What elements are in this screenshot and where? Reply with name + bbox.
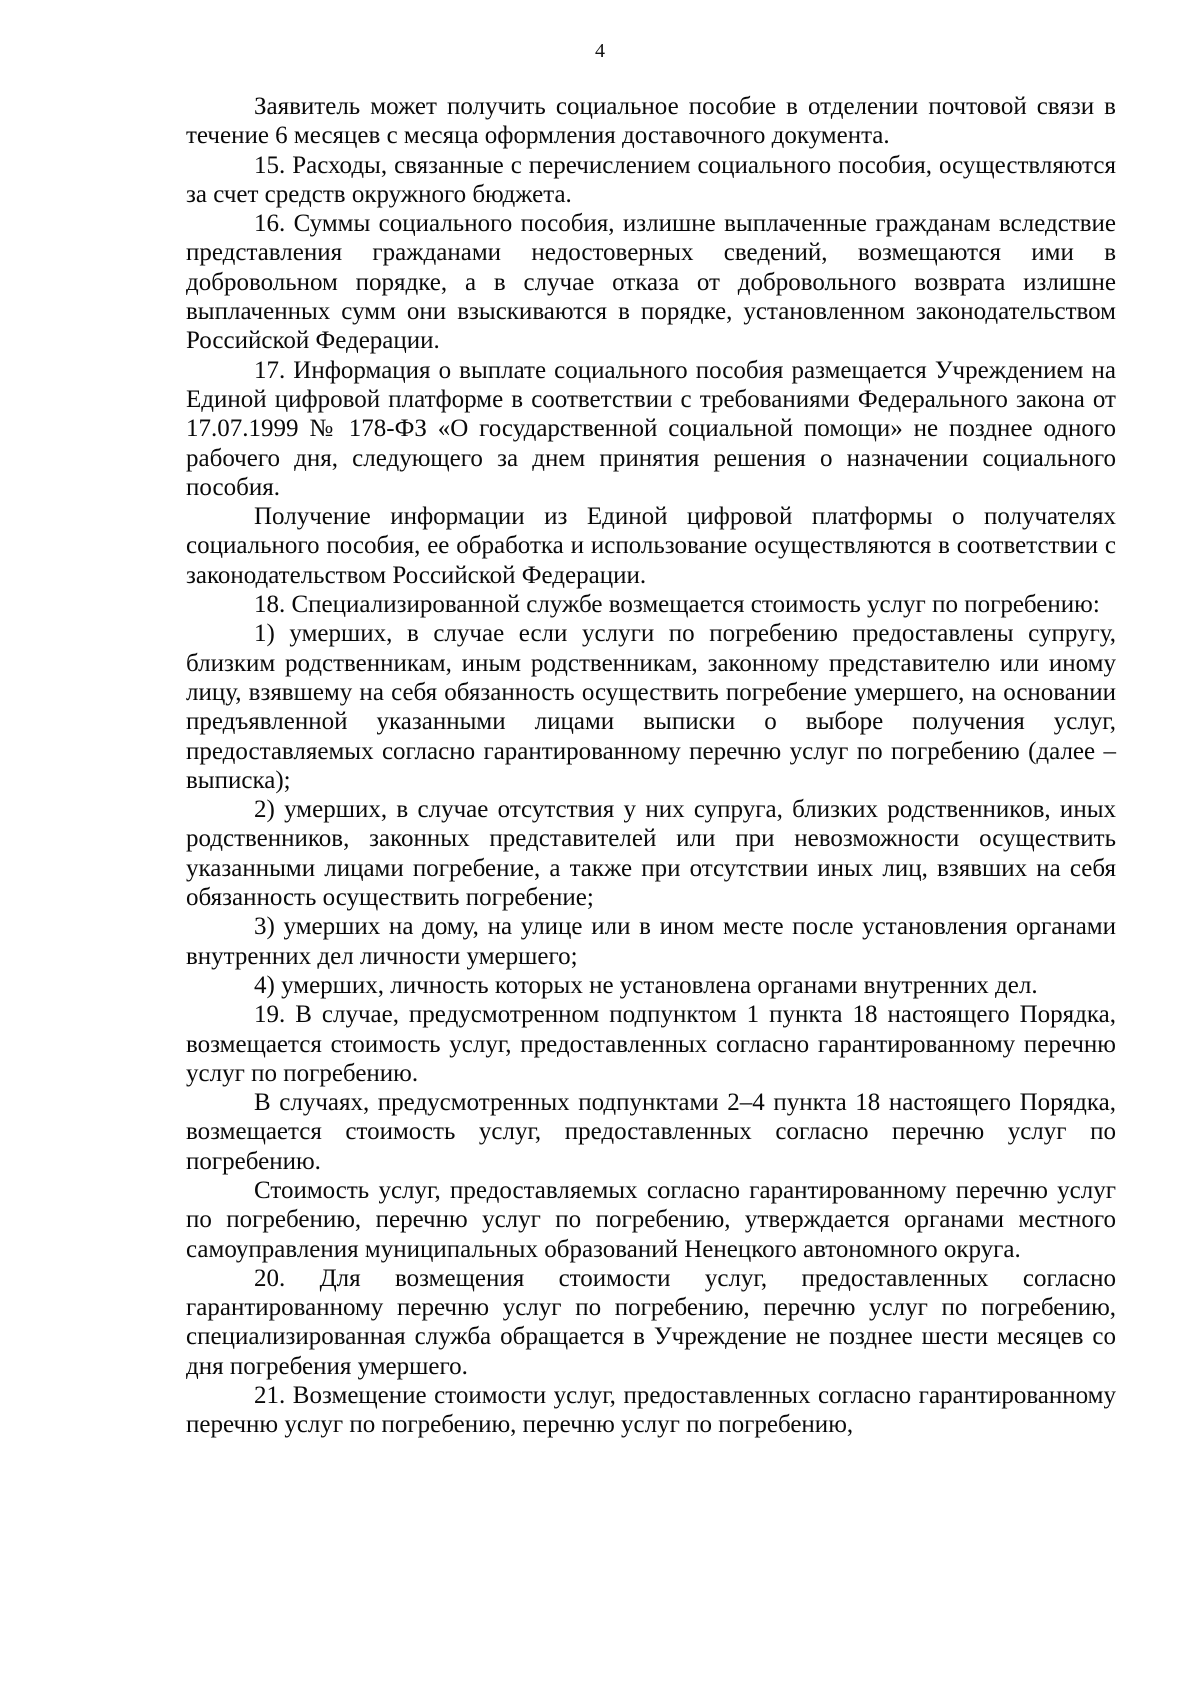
paragraph-delivery: Заявитель может получить социальное пособие в отделении почтовой связи в течение 6 месяцев с месяца оформления доставочного документа. bbox=[186, 93, 1116, 150]
paragraph-18-item-4: 4) умерших, личность которых не установлена органами внутренних дел. bbox=[254, 971, 1038, 999]
paragraph-19: 19. В случае, предусмотренном подпунктом 1 пункта 18 настоящего Порядка, возмещается стоимость услуг, предоставленных согласно гарантированному перечню услуг по погребению. bbox=[186, 1001, 1116, 1087]
paragraph-18-item-1: 1) умерших, в случае если услуги по погребению предоставлены супругу, близким родственникам, иным родственникам, законному представителю или иному лицу, взявшему на себя обязанность осуществить погребение умершего, на основании предъявленной указанными лицами выписки о выборе получения услуг, предоставляемых согласно гарантированному перечню услуг по погребению (далее – выписка); bbox=[186, 620, 1116, 794]
paragraph-17-info: Получение информации из Единой цифровой платформы о получателях социального пособия, ее обработка и использование осуществляются в соответствии с законодательством Российской Федерации. bbox=[186, 503, 1116, 589]
paragraph-17: 17. Информация о выплате социального пособия размещается Учреждением на Единой цифровой платформе в соответствии с требованиями Федерального закона от 17.07.1999 № 178-ФЗ «О государственной социальной помощи» не позднее одного рабочего дня, следующего за днем принятия решения о назначении социального пособия. bbox=[186, 356, 1116, 501]
paragraph-15: 15. Расходы, связанные с перечислением социального пособия, осуществляются за счет средств окружного бюджета. bbox=[186, 151, 1116, 208]
paragraph-18-item-2: 2) умерших, в случае отсутствия у них супруга, близких родственников, иных родственников, законных представителей или при невозможности осуществить указанными лицами погребение, а также при отсутствии иных лиц, взявших на себя обязанность осуществить погребение; bbox=[186, 796, 1116, 912]
page-number: 4 bbox=[595, 40, 605, 62]
paragraph-16: 16. Суммы социального пособия, излишне выплаченные гражданам вследствие представления гражданами недостоверных сведений, возмещаются ими в добровольном порядке, а в случае отказа от добровольного возврата излишне выплаченных сумм они взыскиваются в порядке, установленном законодательством Российской Федерации. bbox=[186, 210, 1116, 355]
paragraph-19-cost: Стоимость услуг, предоставляемых согласно гарантированному перечню услуг по погребению, перечню услуг по погребению, утверждается органами местного самоуправления муниципальных образований Ненецкого автономного округа. bbox=[186, 1176, 1116, 1263]
document-body bbox=[186, 92, 1116, 1440]
paragraph-21: 21. Возмещение стоимости услуг, предоставленных согласно гарантированному перечню услуг по погребению, перечню услуг по погребению, bbox=[186, 1382, 1116, 1439]
paragraph-18: 18. Специализированной службе возмещается стоимость услуг по погребению: bbox=[254, 591, 1100, 619]
paragraph-18-item-3: 3) умерших на дому, на улице или в ином месте после установления органами внутренних дел личности умершего; bbox=[186, 913, 1116, 970]
paragraph-19-cases: В случаях, предусмотренных подпунктами 2–4 пункта 18 настоящего Порядка, возмещается стоимость услуг, предоставленных согласно перечню услуг по погребению. bbox=[186, 1089, 1116, 1175]
paragraph-20: 20. Для возмещения стоимости услуг, предоставленных согласно гарантированному перечню услуг по погребению, перечню услуг по погребению, специализированная служба обращается в Учреждение не позднее шести месяцев со дня погребения умершего. bbox=[186, 1264, 1116, 1380]
